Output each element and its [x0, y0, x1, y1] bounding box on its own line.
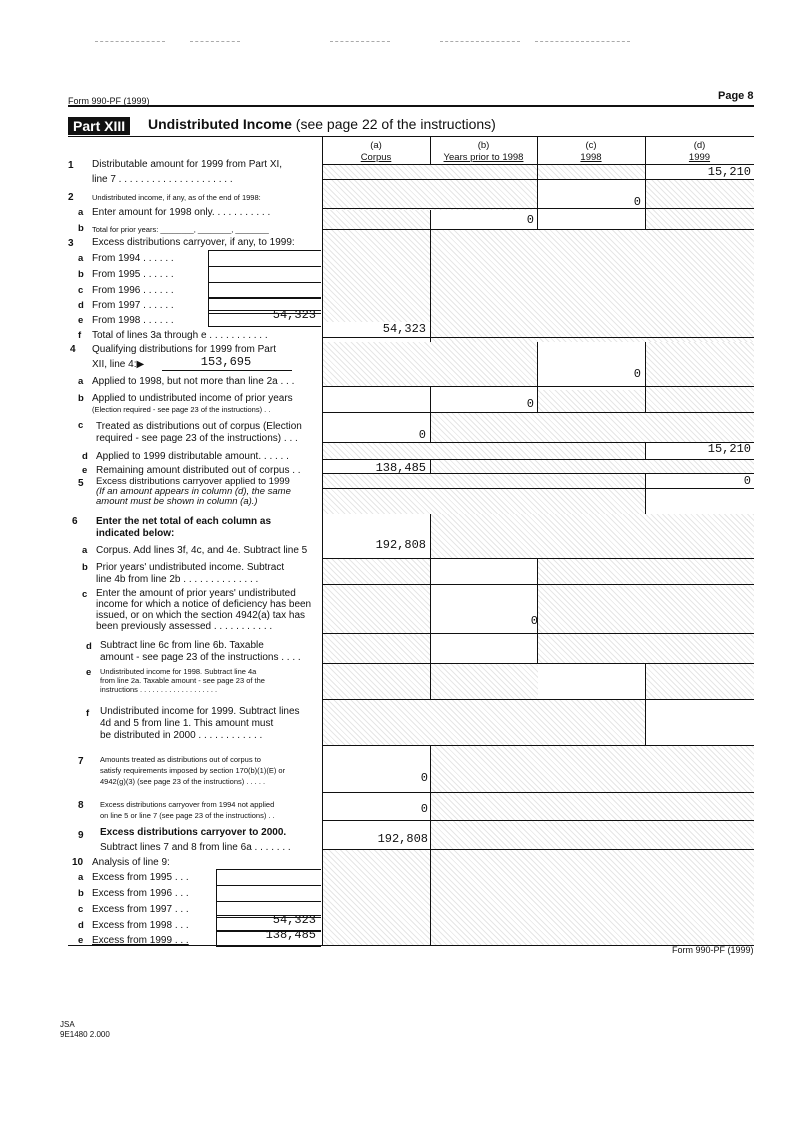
text-row: Prior years' undistributed income. Subtract: [96, 562, 285, 573]
row-rule: [322, 633, 754, 634]
line-letter: e: [78, 315, 84, 326]
text-row: Undistributed income for 1998. Subtract line 4a: [100, 667, 257, 676]
line-6-text: [96, 516, 271, 540]
col-c-letter: (c): [585, 140, 597, 151]
line-3e-value: 54,323: [272, 308, 316, 322]
text-row: (If an amount appears in column (d), the same: [96, 486, 291, 497]
text-row: amount - see page 23 of the instructions . . . .: [100, 652, 301, 663]
line-7-text: [100, 754, 285, 787]
line-letter: e: [86, 667, 92, 678]
line-10a-input-box: [216, 869, 321, 886]
line-3a-text: From 1994 . . . . . .: [92, 253, 174, 264]
line-letter: a: [78, 207, 84, 218]
shaded-cell: [646, 664, 754, 700]
scan-noise: [190, 41, 240, 42]
jsa-block: [60, 1020, 110, 1040]
line-letter: e: [78, 935, 84, 946]
line-10b-input-box: [216, 885, 321, 902]
line-letter: b: [78, 269, 84, 280]
line-4b-text: [92, 393, 293, 414]
line-letter: d: [82, 451, 88, 462]
line-6c-col-b: 0: [530, 614, 538, 628]
text-row: Excess distributions carryover applied to 1999: [96, 476, 290, 487]
line-6a-text: Corpus. Add lines 3f, 4c, and 4e. Subtract line 5: [96, 545, 308, 556]
line-3e-text: From 1998 . . . . . .: [92, 315, 174, 326]
line-10d-text: Excess from 1998 . . .: [92, 920, 189, 931]
part-label: Part XIII: [68, 117, 130, 135]
line-8-col-a: 0: [420, 802, 428, 816]
line-number: 7: [78, 756, 84, 767]
line-1-col-d: 15,210: [707, 165, 751, 179]
shaded-cell: [431, 230, 754, 342]
line-letter: d: [78, 920, 84, 931]
line-4e-text: Remaining amount distributed out of corpus . .: [96, 465, 301, 476]
text-row: instructions . . . . . . . . . . . . . . . . . . .: [100, 685, 218, 694]
text-row: issued, or on which the section 4942(a) tax has: [96, 610, 306, 621]
row-rule: [322, 820, 754, 821]
jsa-label: JSA: [60, 1020, 75, 1029]
form-code: 9E1480 2.000: [60, 1030, 110, 1039]
text-row: Treated as distributions out of corpus (Election: [96, 421, 302, 432]
line-2b-col-b: 0: [526, 213, 534, 227]
line-3b-text: From 1995 . . . . . .: [92, 269, 174, 280]
line-2-text: Undistributed income, if any, as of the end of 1998:: [92, 193, 261, 202]
line-10e-value: 138,485: [265, 928, 316, 942]
part-title-bold: Undistributed Income: [148, 116, 292, 132]
col-a-letter: (a): [370, 140, 382, 151]
line-10e-text: Excess from 1999 . . .: [92, 935, 189, 946]
text-row: be distributed in 2000 . . . . . . . . . . . .: [100, 730, 263, 741]
text-row: Subtract lines 7 and 8 from line 6a . . . . . . .: [100, 842, 291, 853]
col-d-letter: (d): [693, 140, 706, 151]
shaded-cell: [323, 210, 430, 230]
scan-noise: [95, 41, 165, 42]
row-rule: [322, 179, 754, 180]
col-b-name: Years prior to 1998: [443, 152, 524, 163]
text-row: Subtract line 6c from line 6b. Taxable: [100, 640, 264, 651]
line-letter: c: [78, 285, 84, 296]
line-letter: d: [86, 641, 92, 652]
line-6d-text: [100, 640, 301, 664]
line-number: 9: [78, 830, 84, 841]
col-d-header: [645, 140, 754, 164]
row-rule: [322, 337, 754, 338]
line-6a-col-a: 192,808: [375, 538, 426, 552]
line-number: 3: [68, 238, 74, 249]
line-10b-text: Excess from 1996 . . .: [92, 888, 189, 899]
text-row: Distributable amount for 1999 from Part XI,: [92, 159, 283, 170]
row-rule: [322, 558, 754, 559]
line-7-col-a: 0: [420, 771, 428, 785]
line-4c-col-a: 0: [418, 428, 426, 442]
line-3b-input-box: [208, 266, 321, 283]
line-4b-col-b: 0: [526, 397, 534, 411]
line-letter: b: [78, 223, 84, 234]
shaded-cell: [431, 412, 754, 442]
line-letter: e: [82, 465, 88, 476]
text-row: line 4b from line 2b . . . . . . . . . . . . . .: [96, 574, 259, 585]
line-letter: a: [82, 545, 88, 556]
shaded-cell: [646, 342, 754, 412]
line-letter: b: [78, 888, 84, 899]
row-rule: [322, 229, 754, 230]
shaded-cell: [646, 180, 754, 230]
text-row: from line 2a. Taxable amount - see page 23 of the: [100, 676, 265, 685]
line-letter: c: [78, 420, 84, 431]
part-rule: [68, 136, 754, 137]
line-4-label: XII, line 4:: [92, 359, 137, 370]
form-label: Form 990-PF (1999): [68, 96, 150, 106]
row-rule: [322, 849, 754, 850]
line-number: 4: [70, 344, 76, 355]
row-rule: [322, 386, 754, 387]
text-row: required - see page 23 of the instructions) . . .: [96, 433, 298, 444]
shaded-cell: [323, 442, 645, 460]
shaded-cell: [323, 559, 430, 634]
line-3-text: Excess distributions carryover, if any, to 1999:: [92, 237, 295, 248]
line-10a-text: Excess from 1995 . . .: [92, 872, 189, 883]
line-3d-text: From 1997 . . . . . .: [92, 300, 174, 311]
page-label: Page 8: [718, 90, 754, 102]
shaded-cell: [538, 559, 754, 634]
text-row: line 7 . . . . . . . . . . . . . . . . . . . . .: [92, 174, 233, 185]
shaded-cell: [323, 850, 430, 945]
line-9-col-a: 192,808: [377, 832, 428, 846]
line-9-text: [100, 827, 291, 854]
line-3f-col-a: 54,323: [382, 322, 426, 336]
text-row: Applied to undistributed income of prior years: [92, 393, 293, 404]
text-row: (Election required - see page 23 of the instructions) . .: [92, 405, 271, 414]
shaded-cell: [323, 165, 537, 210]
row-rule: [322, 745, 754, 746]
col-d-name: 1999: [688, 152, 711, 163]
line-number: 6: [72, 516, 78, 527]
row-rule: [322, 663, 754, 664]
text-row: indicated below:: [96, 528, 175, 539]
shaded-cell: [323, 474, 645, 514]
part-title: [148, 116, 496, 132]
text-row: on line 5 or line 7 (see page 23 of the instructions) . .: [100, 811, 275, 820]
text-row: 4942(g)(3) (see page 23 of the instructions) . . . . .: [100, 777, 266, 786]
text-row: Enter the amount of prior years' undistributed: [96, 588, 296, 599]
line-letter: a: [78, 376, 84, 387]
line-letter: b: [78, 393, 84, 404]
row-rule: [322, 792, 754, 793]
line-letter: c: [78, 904, 84, 915]
shaded-cell: [323, 230, 430, 322]
line-letter: f: [78, 330, 82, 341]
shaded-cell: [538, 634, 754, 664]
line-4a-text: Applied to 1998, but not more than line 2a . . .: [92, 376, 295, 387]
line-letter: b: [82, 562, 88, 573]
col-c-header: [537, 140, 645, 164]
scan-noise: [440, 41, 520, 42]
line-2a-text: Enter amount for 1998 only. . . . . . . . . . .: [92, 207, 271, 218]
line-5-col-d: 0: [743, 474, 751, 488]
line-letter: f: [86, 708, 90, 719]
text-row: Amounts treated as distributions out of corpus to: [100, 755, 261, 764]
line-4-underline: [162, 370, 292, 371]
arrow-icon: ▶: [136, 359, 145, 370]
line-4a-col-c: 0: [633, 367, 641, 381]
col-b-letter: (b): [477, 140, 490, 151]
shaded-cell: [431, 745, 754, 945]
line-number: 2: [68, 192, 74, 203]
line-4d-text: Applied to 1999 distributable amount. . . . . .: [96, 451, 289, 462]
line-6f-text: [100, 706, 300, 742]
line-number: 8: [78, 800, 84, 811]
text-row: been previously assessed . . . . . . . . . . .: [96, 621, 273, 632]
line-4-value: 153,695: [200, 355, 252, 369]
line-number: 1: [68, 160, 74, 171]
scan-noise: [330, 41, 390, 42]
text-row: Enter the net total of each column as: [96, 516, 272, 527]
line-10-text: Analysis of line 9:: [92, 857, 170, 868]
line-1-text: [92, 159, 282, 186]
line-letter: d: [78, 300, 84, 311]
line-number: 10: [72, 857, 84, 868]
line-10d-value: 54,323: [272, 913, 316, 927]
line-2b-text: Total for prior years: ________, ________, ________: [92, 225, 269, 234]
line-8-text: [100, 799, 275, 821]
line-letter: a: [78, 253, 84, 264]
line-5-text: [96, 477, 291, 507]
footer-form-label: Form 990-PF (1999): [672, 945, 754, 955]
shaded-cell: [538, 390, 645, 412]
line-6e-text: [100, 667, 265, 694]
line-4e-col-a: 138,485: [375, 461, 426, 475]
shaded-cell: [538, 165, 645, 179]
line-4c-text: [96, 421, 302, 445]
text-row: 4d and 5 from line 1. This amount must: [100, 718, 274, 729]
text-row: amount must be shown in column (a).): [96, 496, 258, 507]
text-row: satisfy requirements imposed by section 170(b)(1)(E) or: [100, 766, 286, 775]
row-rule: [322, 412, 754, 413]
shaded-cell: [431, 460, 754, 474]
scan-noise: [535, 41, 630, 42]
text-row: Excess distributions carryover from 1994 not applied: [100, 800, 275, 809]
row-rule: [322, 584, 754, 585]
col-c-name: 1998: [580, 152, 602, 163]
text-row: income for which a notice of deficiency has been: [96, 599, 312, 610]
col-a-header: [322, 140, 430, 164]
line-2a-col-c: 0: [633, 195, 641, 209]
line-3c-text: From 1996 . . . . . .: [92, 285, 174, 296]
text-row: Undistributed income for 1999. Subtract lines: [100, 706, 300, 717]
col-b-header: [430, 140, 537, 164]
row-rule: [322, 488, 754, 489]
line-number: 5: [78, 478, 84, 489]
part-title-rest: (see page 22 of the instructions): [291, 116, 496, 132]
col-a-name: Corpus: [360, 152, 392, 163]
shaded-cell: [323, 634, 430, 700]
shaded-cell: [431, 514, 754, 559]
shaded-cell: [431, 664, 538, 700]
line-letter: c: [82, 589, 88, 600]
shaded-cell: [323, 700, 645, 745]
line-6b-text: [96, 562, 284, 586]
text-row: Excess distributions carryover to 2000.: [100, 827, 287, 838]
shaded-cell: [323, 342, 537, 387]
line-3f-text: Total of lines 3a through e . . . . . . . . . . .: [92, 330, 268, 341]
line-6c-text: [96, 588, 311, 632]
header-rule: [68, 105, 754, 107]
line-10c-text: Excess from 1997 . . .: [92, 904, 189, 915]
row-rule: [322, 699, 754, 700]
line-letter: a: [78, 872, 84, 883]
line-4d-col-d: 15,210: [707, 442, 751, 456]
text-row: Qualifying distributions for 1999 from Part: [92, 344, 276, 355]
row-rule: [322, 459, 754, 460]
line-3a-input-box: [208, 250, 321, 267]
